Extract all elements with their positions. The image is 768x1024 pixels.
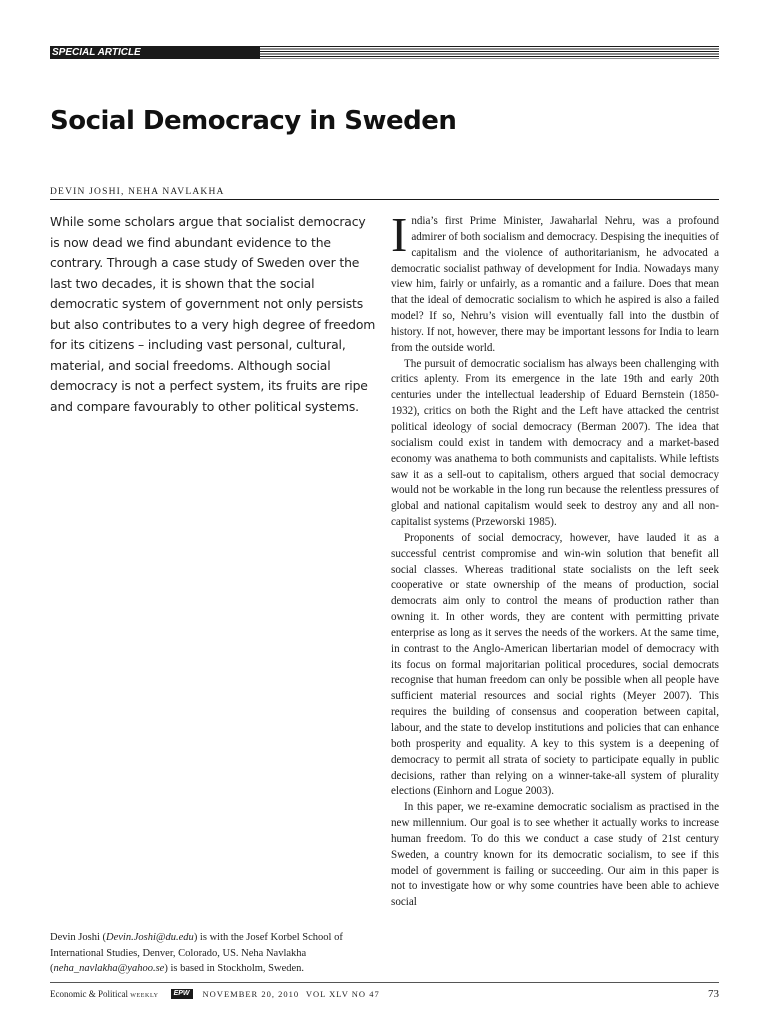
author-footnote <box>50 930 380 977</box>
page-footer <box>50 988 719 1000</box>
body-paragraph-4: In this paper, we re-examine democratic socialism as practised in the new millennium. Our goal is to see whether it actually works to increase human freedom. To do this we conduct a case study of 21st century Sweden, a country known for its democratic socialism, to see if this model of government is failing or succeeding. Our aim in this paper is not to investigate how or why some countries have been able to achieve social <box>391 801 719 909</box>
body-paragraph-1-text: ndia’s first Prime Minister, Jawaharlal Nehru, was a profound admirer of both socialism and democracy. Despising the inequities of capitalism and the violence of authoritarianism, he advocated a democratic socialist pathway of development for India. Nowadays many view him, fairly or unfairly, as a romantic and a failure. Does that mean that the ideal of democratic socialism to which he aspired is also a failed model? If so, Nehru’s vision will eventually fall into the dustbin of history. If not, however, there may be important lessons for India to learn from the outside world. <box>391 215 719 354</box>
author-divider <box>50 199 719 200</box>
drop-cap: I <box>391 214 408 262</box>
footnote-text-1: Devin Joshi ( <box>50 932 106 943</box>
page-number: 73 <box>708 988 719 1000</box>
section-header-bar <box>50 46 719 59</box>
article-authors: DEVIN JOSHI, NEHA NAVLAKHA <box>50 187 225 197</box>
article-title: Social Democracy in Sweden <box>50 106 457 136</box>
body-paragraph-1 <box>391 214 719 357</box>
journal-name-weekly: weekly <box>130 989 159 999</box>
issue-volume: VOL XLV NO 47 <box>305 989 380 999</box>
footer-divider <box>50 982 719 983</box>
journal-name: Economic & Political <box>50 989 128 999</box>
section-label: SPECIAL ARTICLE <box>50 46 260 59</box>
issue-date: NOVEMBER 20, 2010 <box>202 989 300 999</box>
body-paragraph-3: Proponents of social democracy, however, have lauded it as a successful centrist compromise and win-win solution that benefit all social classes. Whereas traditional state socialists on the left seek cooperative or state ownership of the means of production, social democrats aim only to control the means of production rather than owning it. In other words, they are content with permitting private enterprise as long as it serves the needs of the workers. At the same time, in contrast to the Anglo-American libertarian model of democracy with its focus on formal majoritarian political procedures, social democrats recognise that human freedom can only be possible when all people have sufficient material resources and social rights (Meyer 2007). This requires the building of consensus and cooperation between capital, labour, and the state to develop institutions and policies that can enhance both prosperity and equality. A key to this system is a deepening of democracy to permit all strata of society to participate equally in public decisions, rather than relying on a winner-take-all system of plurality elections (Einhorn and Logue 2003). <box>391 531 719 798</box>
epw-logo: EPW <box>171 989 193 999</box>
author1-email[interactable]: Devin.Joshi@du.edu <box>106 932 194 943</box>
footnote-text-2: ) is with the Josef Korbel School of International Studies, Denver, Colorado, US. Neha Navlakha ( <box>50 932 343 974</box>
footnote-text-3: ) is based in Stockholm, Sweden. <box>164 963 305 974</box>
article-body <box>391 214 719 982</box>
header-stripes <box>260 46 719 59</box>
article-abstract: While some scholars argue that socialist democracy is now dead we find abundant evidence to the contrary. Through a case study of Sweden over the last two decades, it is shown that the social democratic system of government not only persists but also contributes to a very high degree of freedom for its citizens – including vast personal, cultural, material, and social freedoms. Although social democracy is not a perfect system, its fruits are ripe and compare favourably to other political systems. <box>50 214 376 414</box>
body-paragraph-2: The pursuit of democratic socialism has always been challenging with critics aplenty. From its emergence in the late 19th and early 20th centuries under the intellectual leadership of Eduard Bernstein (1850-1932), critics on both the Right and the Left have attacked the centrist political ideology of social democracy (Berman 2007). The idea that socialism could exist in tandem with democracy and a market-based economy was anathema to both communists and capitalists. While leftists saw it as a sell-out to capitalism, others argued that social democracy would not be workable in the long run because the relentless pressures of global and national capitalism would seek to destroy any and all non-capitalist systems (Przeworski 1985). <box>391 357 719 529</box>
author2-email[interactable]: neha_navlakha@yahoo.se <box>53 963 165 974</box>
